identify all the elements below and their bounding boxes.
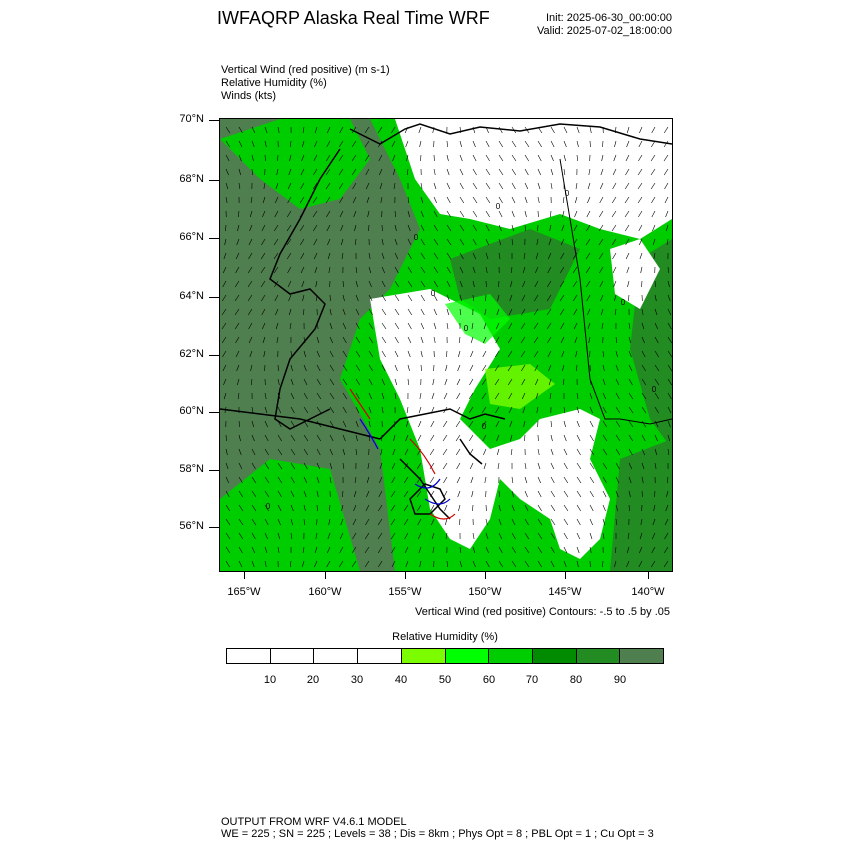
- field-winds: Winds (kts): [221, 90, 276, 102]
- contour-label: 0: [564, 189, 570, 198]
- footer-config: WE = 225 ; SN = 225 ; Levels = 38 ; Dis = 8km ; Phys Opt = 8 ; PBL Opt = 1 ; Cu Opt = 3: [221, 828, 654, 840]
- colorbar-label: 40: [394, 674, 408, 686]
- contour-note: Vertical Wind (red positive) Contours: -.5 to .5 by .05: [415, 606, 670, 618]
- lon-label: 155°W: [388, 586, 422, 598]
- contour-label: 0: [651, 385, 657, 394]
- lat-label: 56°N: [179, 520, 204, 532]
- lat-label: 70°N: [179, 113, 204, 125]
- colorbar-bin: [533, 649, 577, 663]
- contour-label: 0: [413, 233, 419, 242]
- init-valid-times: [470, 12, 672, 38]
- contour-label: 0: [463, 324, 469, 333]
- lat-label: 68°N: [179, 173, 204, 185]
- contour-label: 0: [481, 422, 487, 431]
- colorbar-bin: [402, 649, 446, 663]
- colorbar-label: 20: [306, 674, 320, 686]
- colorbar-label: 90: [613, 674, 627, 686]
- colorbar: [226, 648, 664, 664]
- lon-tick: [405, 571, 406, 579]
- lon-tick: [244, 571, 245, 579]
- colorbar-bin: [227, 649, 271, 663]
- lat-tick: [209, 527, 219, 528]
- colorbar-bin: [577, 649, 621, 663]
- contour-label: 0: [430, 289, 436, 298]
- lon-tick: [565, 571, 566, 579]
- colorbar-label: 30: [350, 674, 364, 686]
- lat-tick: [209, 470, 219, 471]
- colorbar-bin: [446, 649, 490, 663]
- lon-label: 160°W: [308, 586, 342, 598]
- colorbar-label: 10: [263, 674, 277, 686]
- lat-label: 60°N: [179, 405, 204, 417]
- lon-label: 165°W: [227, 586, 261, 598]
- map-plot: [220, 119, 672, 571]
- contour-label: 0: [620, 298, 626, 307]
- lat-label: 58°N: [179, 463, 204, 475]
- colorbar-label: 60: [482, 674, 496, 686]
- valid-time: Valid: 2025-07-02_18:00:00: [537, 25, 672, 37]
- lon-tick: [485, 571, 486, 579]
- lat-tick: [209, 238, 219, 239]
- colorbar-label: 80: [569, 674, 583, 686]
- contour-label: 0: [495, 202, 501, 211]
- lon-tick: [648, 571, 649, 579]
- footer-model: OUTPUT FROM WRF V4.6.1 MODEL: [221, 816, 407, 828]
- lat-tick: [209, 180, 219, 181]
- lat-tick: [209, 120, 219, 121]
- map-panel: [219, 118, 673, 572]
- lon-tick: [325, 571, 326, 579]
- colorbar-label: 70: [525, 674, 539, 686]
- lon-label: 145°W: [548, 586, 582, 598]
- lat-tick: [209, 297, 219, 298]
- colorbar-bin: [620, 649, 663, 663]
- contour-label: 0: [265, 502, 271, 511]
- lat-label: 62°N: [179, 348, 204, 360]
- rh-shading: [220, 119, 672, 571]
- lat-label: 64°N: [179, 290, 204, 302]
- colorbar-title: Relative Humidity (%): [392, 631, 498, 643]
- field-relative-humidity: Relative Humidity (%): [221, 77, 327, 89]
- colorbar-bin: [358, 649, 402, 663]
- field-list: [221, 64, 390, 103]
- lon-label: 140°W: [631, 586, 665, 598]
- model-footer: [221, 816, 654, 840]
- field-vertical-wind: Vertical Wind (red positive) (m s-1): [221, 64, 390, 76]
- lon-label: 150°W: [468, 586, 502, 598]
- init-time: Init: 2025-06-30_00:00:00: [546, 12, 672, 24]
- colorbar-bin: [489, 649, 533, 663]
- lat-tick: [209, 355, 219, 356]
- colorbar-label: 50: [438, 674, 452, 686]
- plot-title: IWFAQRP Alaska Real Time WRF: [217, 8, 490, 28]
- lat-tick: [209, 412, 219, 413]
- colorbar-bin: [271, 649, 315, 663]
- lat-label: 66°N: [179, 231, 204, 243]
- colorbar-bin: [314, 649, 358, 663]
